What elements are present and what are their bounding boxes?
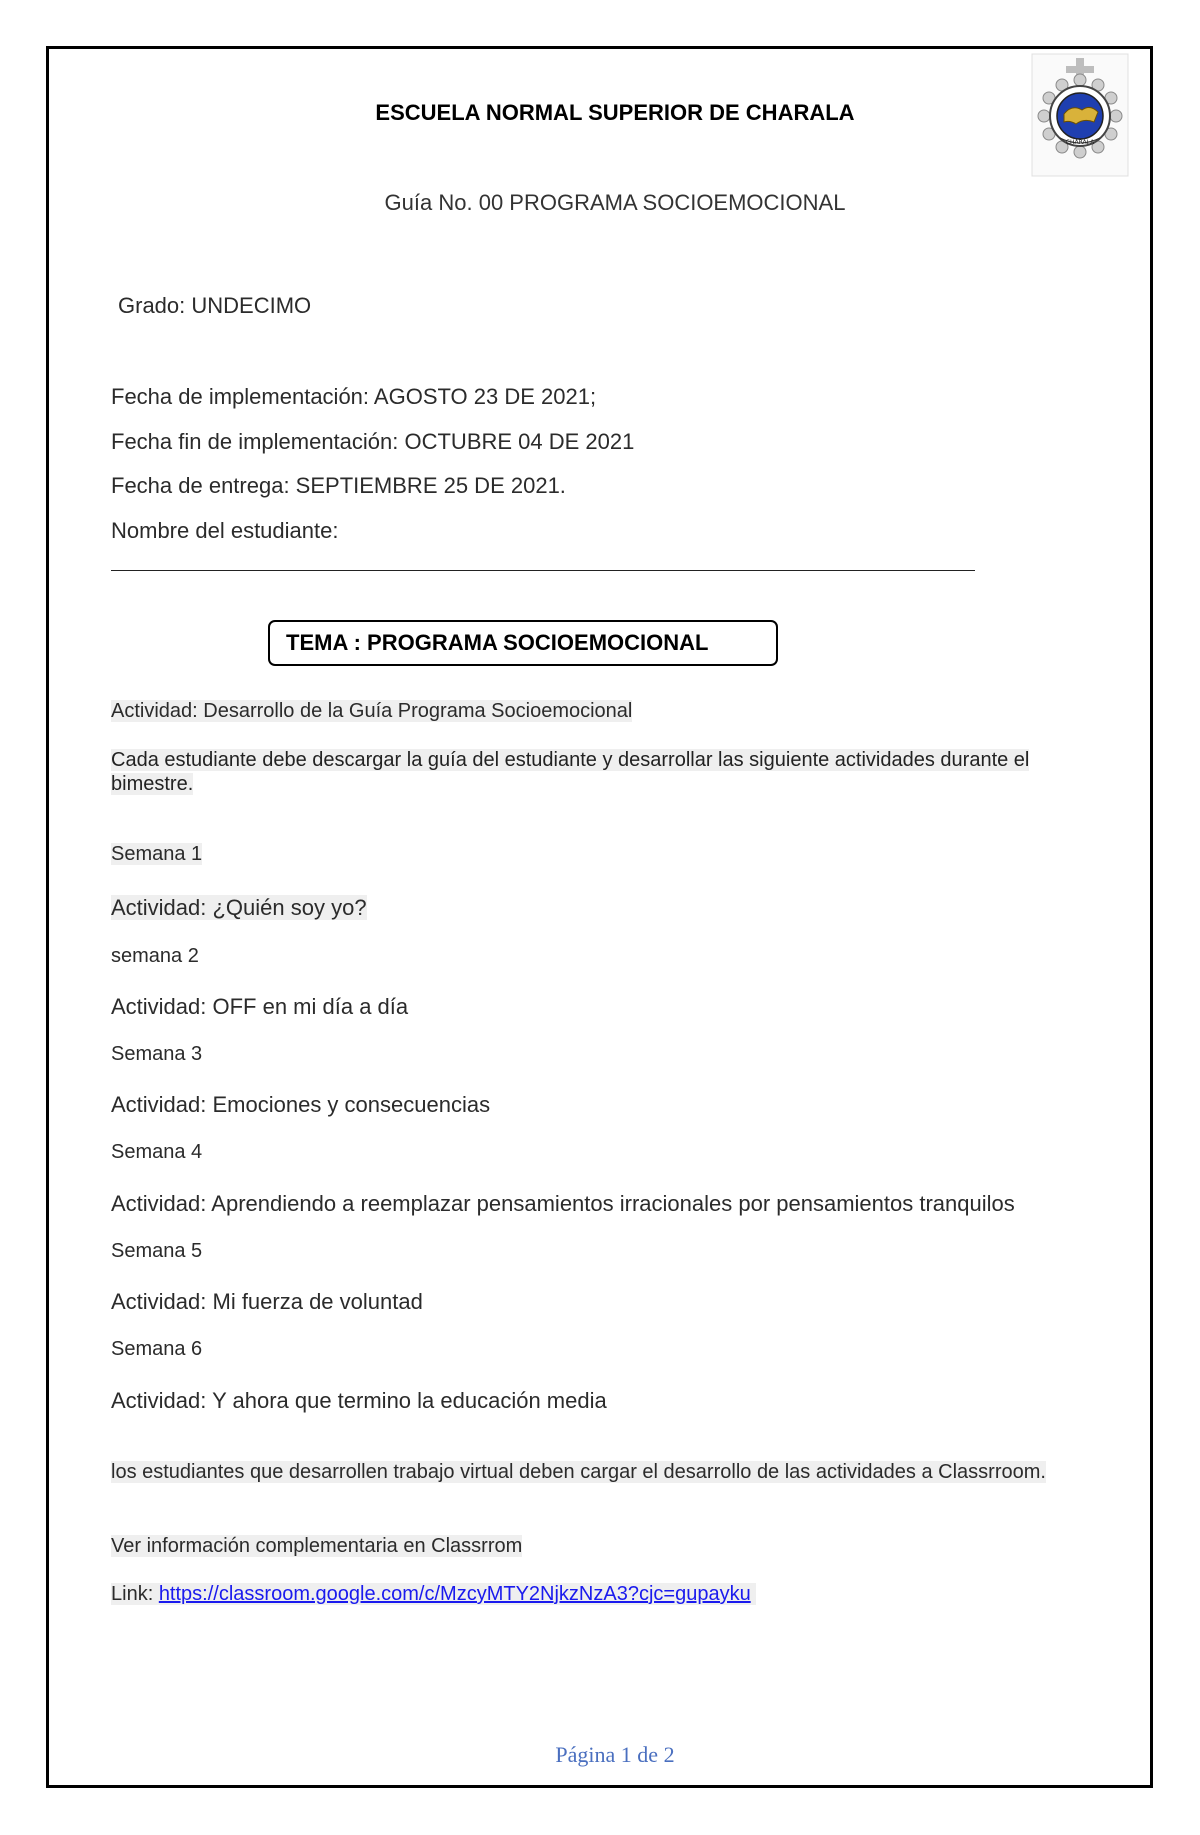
activity-title: Actividad: Desarrollo de la Guía Programa Socioemocional — [111, 700, 633, 722]
student-name-label: Nombre del estudiante: — [111, 518, 339, 543]
week-4: Semana 4 — [111, 1141, 203, 1163]
week-5: Semana 5 — [111, 1240, 203, 1262]
delivery-date: Fecha de entrega: SEPTIEMBRE 25 DE 2021. — [111, 473, 566, 498]
week-4-activity: Actividad: Aprendiendo a reemplazar pensamientos irracionales por pensamientos tranquilos — [111, 1191, 1015, 1216]
week-6: Semana 6 — [111, 1338, 203, 1360]
week-3-activity: Actividad: Emociones y consecuencias — [111, 1092, 491, 1117]
week-3: Semana 3 — [111, 1043, 203, 1065]
student-name-line[interactable] — [111, 570, 975, 571]
week-2-activity: Actividad: OFF en mi día a día — [111, 994, 409, 1019]
week-2: semana 2 — [111, 945, 199, 967]
classroom-link-row — [111, 1583, 756, 1606]
page-number: Página 1 de 2 — [555, 1742, 675, 1767]
grade: Grado: UNDECIMO — [118, 293, 312, 318]
upload-note: los estudiantes que desarrollen trabajo virtual deben cargar el desarrollo de las actividades a Classrroom. — [111, 1461, 1046, 1483]
end-date: Fecha fin de implementación: OCTUBRE 04 DE 2021 — [111, 429, 635, 454]
instructions: Cada estudiante debe descargar la guía del estudiante y desarrollar las siguiente actividades durante el bimestre. — [111, 749, 1030, 795]
guide-title: Guía No. 00 PROGRAMA SOCIOEMOCIONAL — [384, 190, 846, 215]
week-6-activity: Actividad: Y ahora que termino la educación media — [111, 1388, 607, 1413]
svg-text:CHARALA: CHARALA — [1065, 139, 1095, 146]
more-info: Ver información complementaria en Classrrom — [111, 1535, 523, 1557]
start-date: Fecha de implementación: AGOSTO 23 DE 2021; — [111, 384, 597, 409]
week-1-activity: Actividad: ¿Quién soy yo? — [111, 895, 367, 920]
theme-box — [268, 620, 778, 666]
theme-label: TEMA : PROGRAMA SOCIOEMOCIONAL — [286, 630, 709, 655]
week-5-activity: Actividad: Mi fuerza de voluntad — [111, 1289, 423, 1314]
classroom-link[interactable]: https://classroom.google.com/c/MzcyMTY2NjkzNzA3?cjc=gupayku — [158, 1583, 751, 1605]
week-1: Semana 1 — [111, 843, 203, 865]
school-name: ESCUELA NORMAL SUPERIOR DE CHARALA — [375, 100, 855, 125]
link-label: Link: — [111, 1583, 154, 1605]
